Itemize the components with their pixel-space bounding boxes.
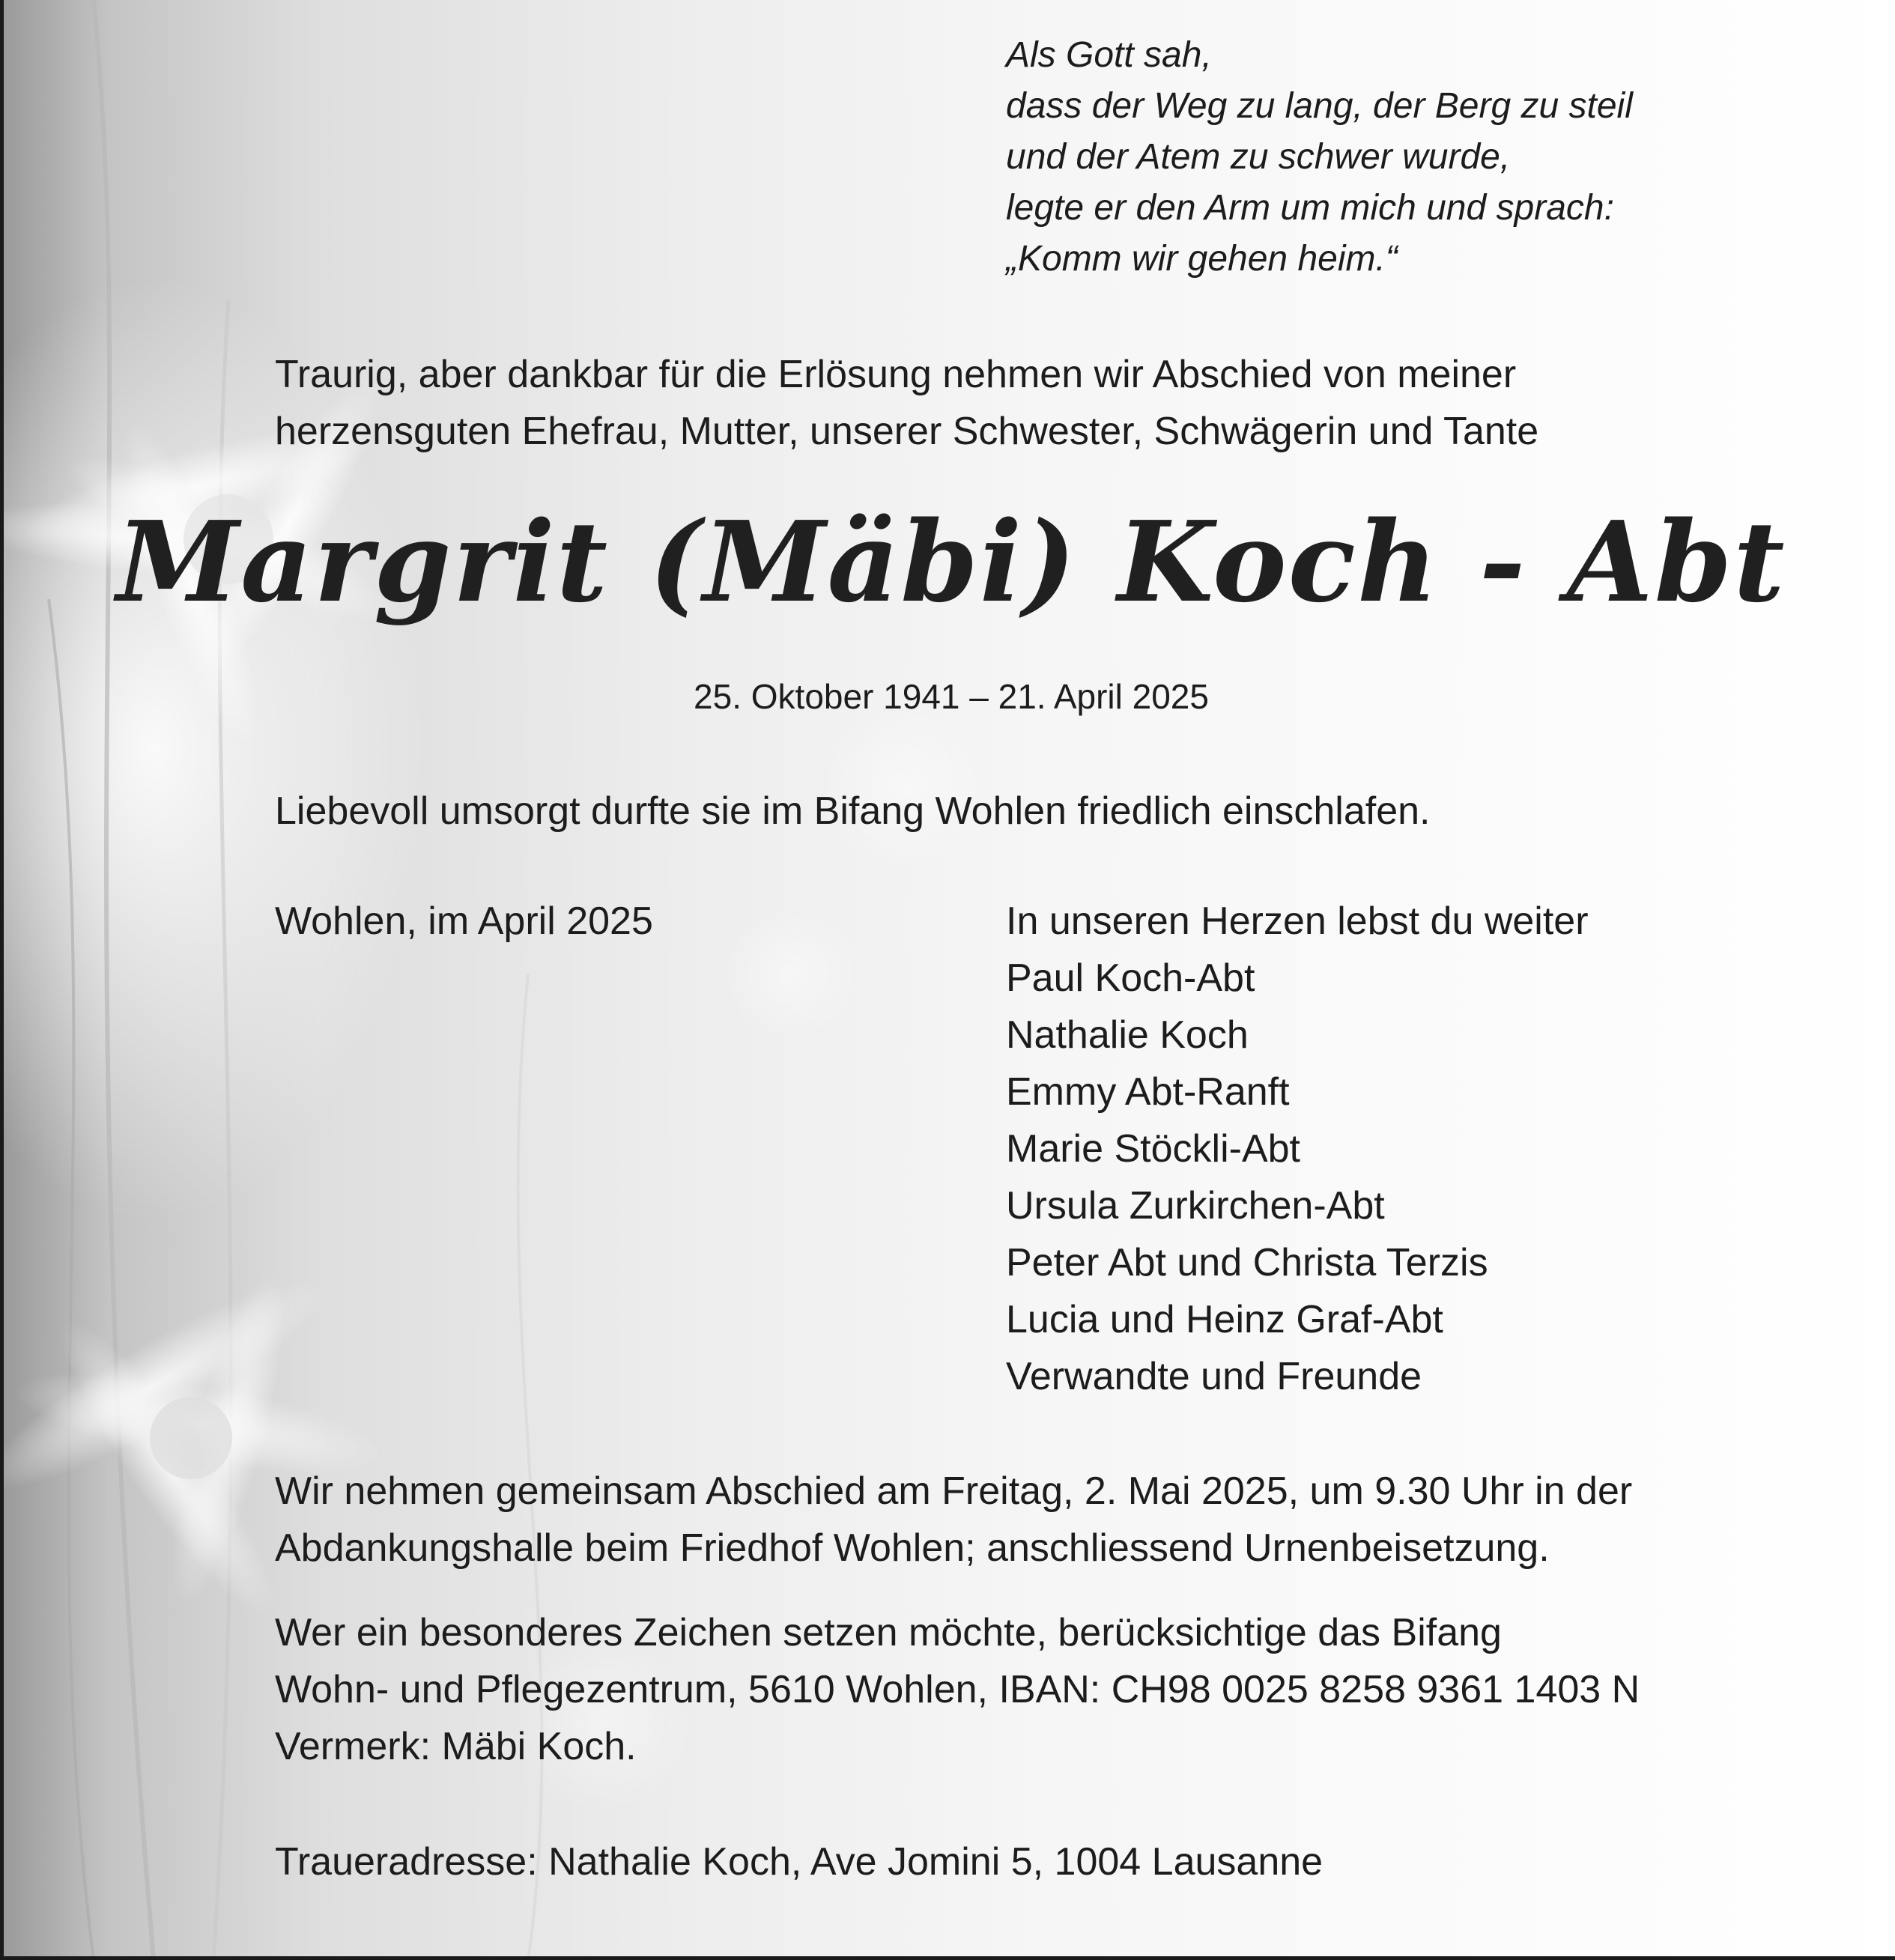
donation-line: Vermerk: Mäbi Koch. (275, 1725, 637, 1768)
life-dates: 25. Oktober 1941 – 21. April 2025 (694, 677, 1209, 716)
ceremony-line: Abdankungshalle beim Friedhof Wohlen; anschliessend Urnenbeisetzung. (275, 1526, 1550, 1570)
poem-line: Als Gott sah, (1006, 35, 1212, 75)
poem (1006, 30, 1633, 285)
mourner-name: Marie Stöckli-Abt (1006, 1127, 1300, 1171)
poem-line: legte er den Arm um mich und sprach: (1006, 188, 1614, 228)
intro-line: Traurig, aber dankbar für die Erlösung nehmen wir Abschied von meiner (275, 353, 1517, 396)
poem-line: und der Atem zu schwer wurde, (1006, 137, 1511, 177)
intro-text (275, 346, 1538, 460)
mourning-address: Traueradresse: Nathalie Koch, Ave Jomini 5, 1004 Lausanne (275, 1840, 1324, 1884)
mourners-heading: In unseren Herzen lebst du weiter (1006, 899, 1589, 943)
mourners-list (1006, 893, 1589, 1405)
mourner-name: Ursula Zurkirchen-Abt (1006, 1184, 1385, 1228)
intro-line: herzensguten Ehefrau, Mutter, unserer Schwester, Schwägerin und Tante (275, 410, 1539, 453)
mourner-name: Lucia und Heinz Graf-Abt (1006, 1298, 1443, 1341)
mourner-name: Paul Koch-Abt (1006, 956, 1255, 1000)
ceremony-info (275, 1463, 1632, 1577)
ceremony-line: Wir nehmen gemeinsam Abschied am Freitag, 2. Mai 2025, um 9.30 Uhr in der (275, 1469, 1633, 1513)
donation-info (275, 1604, 1640, 1775)
place-date: Wohlen, im April 2025 (275, 899, 653, 943)
donation-line: Wer ein besonderes Zeichen setzen möchte, berücksichtige das Bifang (275, 1611, 1502, 1654)
donation-line: Wohn- und Pflegezentrum, 5610 Wohlen, IBAN: CH98 0025 8258 9361 1403 N (275, 1668, 1640, 1711)
mourner-name: Verwandte und Freunde (1006, 1355, 1422, 1398)
mourner-name: Nathalie Koch (1006, 1013, 1249, 1057)
deceased-name: Margrit (Mäbi) Koch - Abt (116, 497, 1786, 627)
poem-line: „Komm wir gehen heim.“ (1006, 239, 1398, 279)
mourner-name: Emmy Abt-Ranft (1006, 1070, 1290, 1114)
poem-line: dass der Weg zu lang, der Berg zu steil (1006, 86, 1633, 126)
passing-text: Liebevoll umsorgt durfte sie im Bifang Wohlen friedlich einschlafen. (275, 789, 1431, 833)
mourner-name: Peter Abt und Christa Terzis (1006, 1241, 1488, 1284)
